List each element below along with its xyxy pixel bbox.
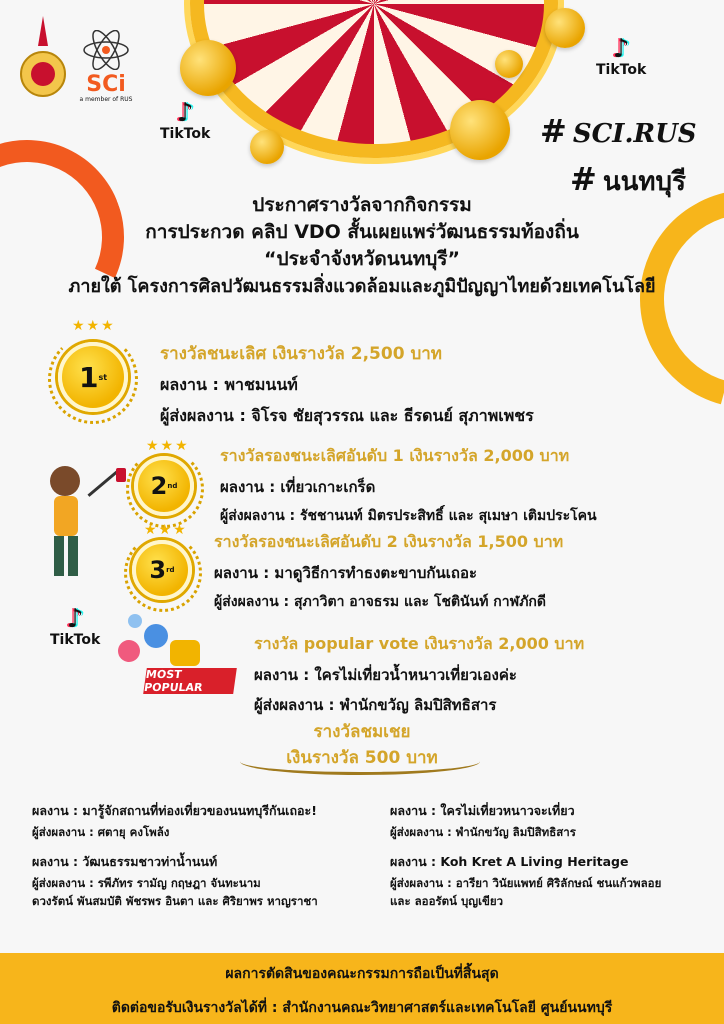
coin-icon <box>250 130 284 164</box>
selfie-person-illustration <box>24 462 134 587</box>
award-heading: รางวัลรองชนะเลิศอันดับ 2 เงินรางวัล 1,500 บาท <box>214 532 564 551</box>
entry-submitters: ผู้ส่งผลงาน : อารียา วินัยแพทย์ ศิริลักษณ์ ชนแก้วพลอย <box>390 876 662 890</box>
first-prize-award <box>160 340 534 435</box>
entry-submitters: ผู้ส่งผลงาน : พำนักขวัญ ลิมปิสิทธิสาร <box>390 825 576 839</box>
entry-work: ผลงาน : มารู้จักสถานที่ท่องเที่ยวของนนทบุรีกันเถอะ! <box>32 803 317 818</box>
hashtag-sci-rus: # SCI.RUS <box>540 112 697 150</box>
tiktok-icon: ♪ <box>176 98 194 128</box>
sci-logo-tagline: a member of RUS <box>79 96 133 103</box>
third-prize-award <box>214 530 563 619</box>
entry-submitters: และ ลออรัตน์ บุญเขียว <box>390 894 504 908</box>
honorable-prize: เงินรางวัล 500 บาท <box>286 748 438 768</box>
award-submitters: ผู้ส่งผลงาน : รัชชานนท์ มิตรประสิทธิ์ และ สุเมษา เติมประโคน <box>220 508 597 524</box>
title-line-3: “ประจำจังหวัดนนทบุรี” <box>264 248 460 270</box>
coin-icon <box>495 50 523 78</box>
popular-vote-award <box>254 632 584 723</box>
tiktok-label: TikTok <box>50 632 101 648</box>
social-reaction-icons <box>118 610 218 670</box>
title-line-4: ภายใต้ โครงการศิลปวัฒนธรรมสิ่งแวดล้อมและภูมิปัญญาไทยด้วยเทคโนโลยี <box>68 276 656 297</box>
coin-icon <box>450 100 510 160</box>
stars-icon: ★★★ <box>72 318 116 334</box>
honorable-title: รางวัลชมเชย <box>313 722 411 742</box>
footer-line-2: ติดต่อขอรับเงินรางวัลได้ที่ : สำนักงานคณะวิทยาศาสตร์และเทคโนโลยี ศูนย์นนทบุรี <box>111 1000 613 1016</box>
university-seal-logo <box>18 16 68 104</box>
laurel-branch-icon <box>240 748 480 775</box>
honorable-entry <box>32 853 372 910</box>
tiktok-icon: ♪ <box>66 604 84 634</box>
honorable-entry <box>390 853 710 910</box>
entry-submitters: ผู้ส่งผลงาน : ศตายุ คงโพล้ง <box>32 825 170 839</box>
award-submitters: ผู้ส่งผลงาน : จิโรจ ชัยสุวรรณ และ ธีรดนย์ สุภาพเพชร <box>160 406 534 425</box>
entry-work: ผลงาน : Koh Kret A Living Heritage <box>390 854 629 869</box>
honorable-entry <box>390 802 710 841</box>
award-work: ผลงาน : เที่ยวเกาะเกร็ด <box>220 478 376 496</box>
entry-submitters: ผู้ส่งผลงาน : รพีภัทร รามัญ กฤษฎา จันทะนาม <box>32 876 261 890</box>
second-prize-award <box>220 444 597 533</box>
honorable-column-left <box>32 802 372 910</box>
announcement-title <box>0 192 724 300</box>
coin-icon <box>180 40 236 96</box>
award-work: ผลงาน : ใครไม่เที่ยวน้ำหนาวเที่ยวเองค่ะ <box>254 666 517 684</box>
award-work: ผลงาน : มาดูวิธีการทำธงตะขาบกันเถอะ <box>214 564 478 582</box>
tiktok-label: TikTok <box>160 126 211 142</box>
entry-work: ผลงาน : ใครไม่เที่ยวหนาวจะเที่ยว <box>390 803 575 818</box>
award-heading: รางวัลชนะเลิศ เงินรางวัล 2,500 บาท <box>160 344 442 364</box>
tiktok-icon: ♪ <box>612 34 630 64</box>
stars-icon: ★★★ <box>146 438 190 454</box>
second-place-medal-icon: 2 nd <box>134 456 194 516</box>
honorable-entry <box>32 802 372 841</box>
tiktok-badge <box>160 100 210 142</box>
award-heading: รางวัล popular vote เงินรางวัล 2,000 บาท <box>254 634 585 653</box>
award-submitters: ผู้ส่งผลงาน : สุภาวิตา อาจธรม และ โชตินันท์ กาฬภักดี <box>214 594 547 610</box>
sci-logo <box>76 30 136 102</box>
stars-icon: ★★★ <box>144 522 188 538</box>
hashtag-nonthaburi: # นนทบุรี <box>570 160 686 198</box>
award-heading: รางวัลรองชนะเลิศอันดับ 1 เงินรางวัล 2,000 บาท <box>220 446 570 465</box>
first-place-medal-icon: 1 st <box>58 342 128 412</box>
tiktok-badge <box>596 36 646 78</box>
footer-line-1: ผลการตัดสินของคณะกรรมการถือเป็นที่สิ้นสุด <box>225 966 499 982</box>
honorable-column-right <box>390 802 710 910</box>
award-submitters: ผู้ส่งผลงาน : พำนักขวัญ ลิมปิสิทธิสาร <box>254 696 497 714</box>
tiktok-badge <box>50 606 100 648</box>
third-place-medal-icon: 3 rd <box>132 540 192 600</box>
coin-icon <box>545 8 585 48</box>
entry-work: ผลงาน : วัฒนธรรมชาวท่าน้ำนนท์ <box>32 854 218 869</box>
tiktok-label: TikTok <box>596 62 647 78</box>
entry-submitters: ดวงรัตน์ พันสมบัติ พัชรพร อินตา และ ศิริยาพร หาญราชา <box>32 894 318 908</box>
title-line-2: การประกวด คลิป VDO สั้นเผยแพร่วัฒนธรรมท้องถิ่น <box>145 221 579 243</box>
most-popular-badge: MOST POPULAR <box>143 668 237 694</box>
sci-logo-text: SCi <box>86 72 126 97</box>
title-line-1: ประกาศรางวัลจากกิจกรรม <box>252 194 472 216</box>
award-work: ผลงาน : พาชมนนท์ <box>160 375 298 394</box>
footer-banner <box>0 953 724 1024</box>
